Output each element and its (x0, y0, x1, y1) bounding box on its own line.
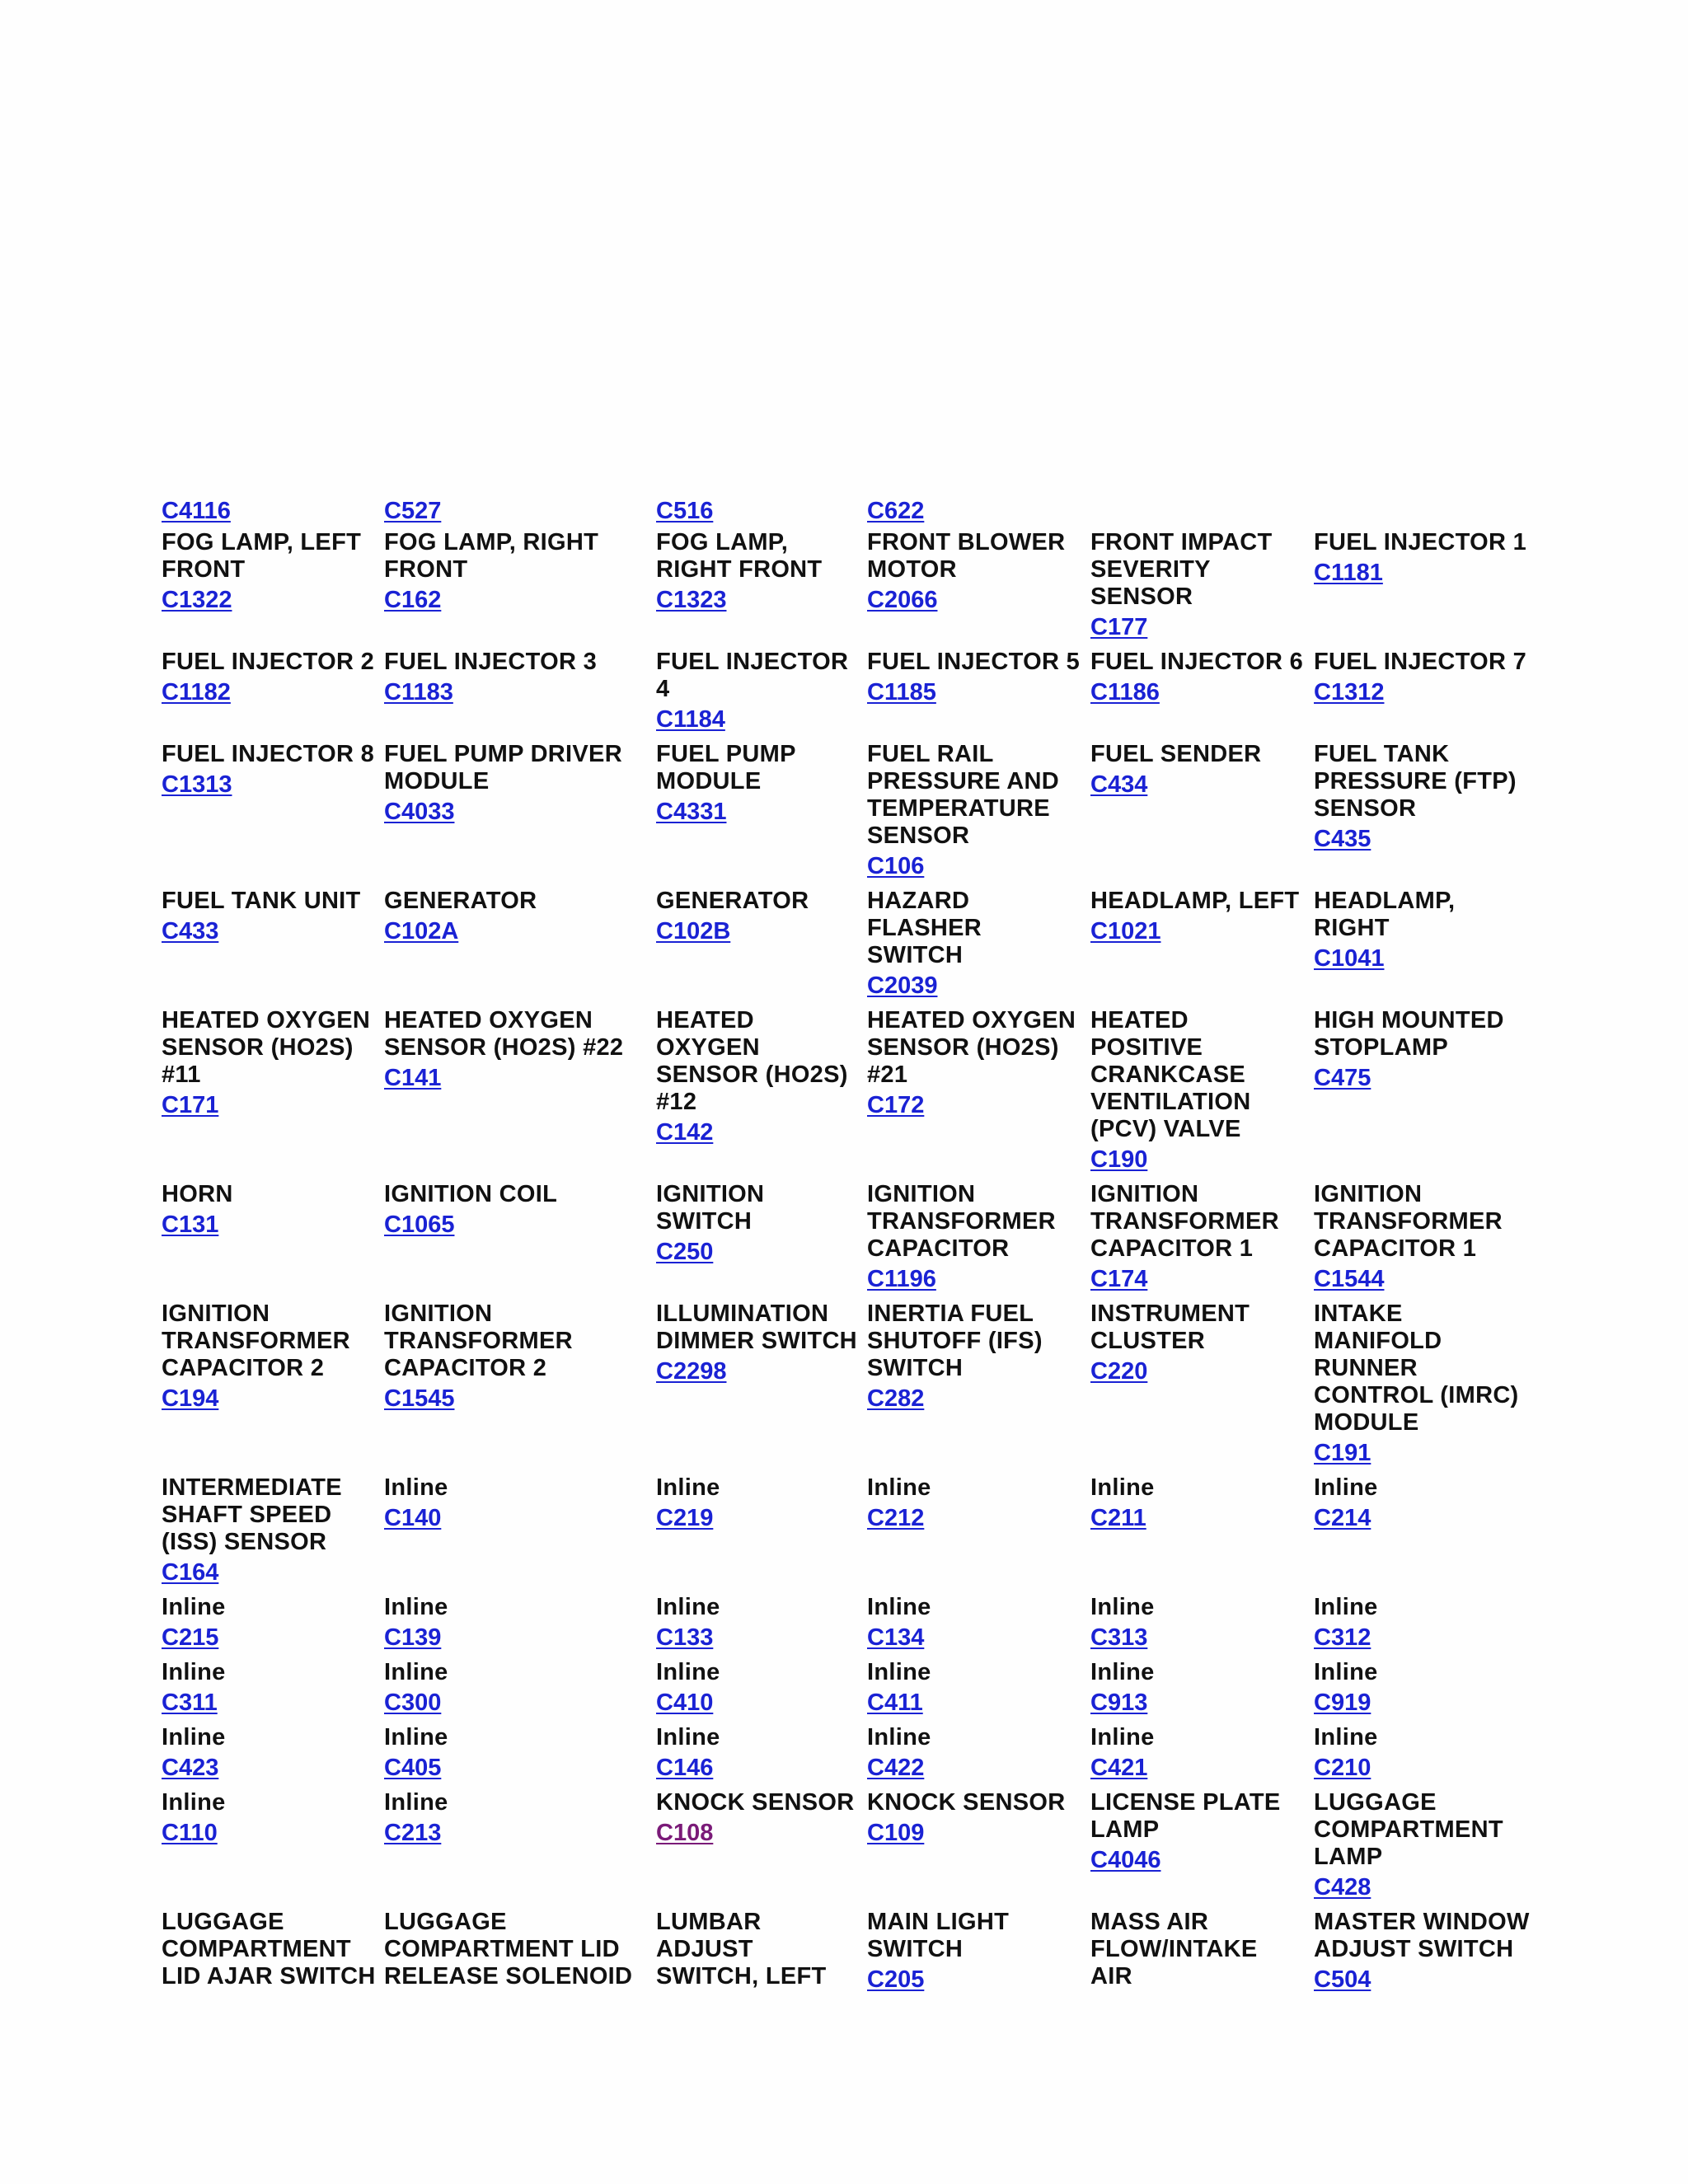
top-link-cell (384, 498, 656, 529)
component-name: HIGH MOUNTED STOPLAMP (1314, 1007, 1504, 1061)
component-entry (384, 1301, 656, 1474)
component-entry (162, 1301, 384, 1474)
component-entry (1090, 1181, 1314, 1301)
component-name: Inline (656, 1659, 720, 1685)
component-entry (867, 1659, 1090, 1724)
connector-link[interactable]: C1544 (1314, 1266, 1385, 1292)
component-name: FUEL INJECTOR 7 (1314, 649, 1527, 675)
component-entry (384, 1659, 656, 1724)
component-name: Inline (384, 1724, 448, 1750)
component-name: Inline (867, 1594, 931, 1620)
connector-link[interactable]: C1186 (1090, 679, 1160, 705)
component-name: Inline (384, 1789, 448, 1816)
connector-link[interactable]: C622 (867, 498, 925, 524)
connector-link[interactable]: C110 (162, 1820, 218, 1846)
component-name: MASTER WINDOW ADJUST SWITCH (1314, 1909, 1530, 1962)
top-link-cell (867, 498, 1090, 529)
component-name: LUGGAGE COMPARTMENT LID AJAR SWITCH (162, 1909, 376, 1990)
component-entry (656, 1007, 867, 1181)
component-name: HEATED OXYGEN SENSOR (HO2S) #22 (384, 1007, 624, 1061)
connector-link[interactable]: C191 (1314, 1440, 1372, 1466)
connector-link[interactable]: C433 (162, 918, 219, 944)
connector-link[interactable]: C102B (656, 918, 731, 944)
component-entry (867, 1724, 1090, 1789)
component-entry (867, 741, 1090, 888)
component-name: Inline (656, 1474, 720, 1501)
component-entry (162, 1474, 384, 1594)
component-entry (1314, 1474, 1546, 1594)
connector-link[interactable]: C108 (656, 1820, 714, 1846)
component-entry (656, 1594, 867, 1659)
connector-link[interactable]: C1323 (656, 587, 727, 613)
component-name: HEATED OXYGEN SENSOR (HO2S) #21 (867, 1007, 1076, 1088)
connector-link[interactable]: C205 (867, 1966, 925, 1993)
component-entry (656, 1789, 867, 1909)
component-entry (384, 649, 656, 741)
component-entry (656, 649, 867, 741)
connector-link[interactable]: C1041 (1314, 945, 1385, 972)
connector-link[interactable]: C282 (867, 1385, 925, 1412)
component-entry (162, 1724, 384, 1789)
component-name: Inline (867, 1474, 931, 1501)
component-entry (384, 741, 656, 888)
connector-link[interactable]: C1181 (1314, 560, 1383, 586)
component-entry (867, 1007, 1090, 1181)
connector-link[interactable]: C139 (384, 1624, 442, 1651)
component-entry (1314, 888, 1546, 1007)
component-name: FUEL INJECTOR 2 (162, 649, 375, 675)
component-entry (162, 741, 384, 888)
connector-link[interactable]: C1065 (384, 1212, 455, 1238)
connector-link[interactable]: C311 (162, 1690, 218, 1716)
component-name: FUEL INJECTOR 5 (867, 649, 1081, 675)
component-name: HEADLAMP, RIGHT (1314, 888, 1456, 941)
component-name: FUEL INJECTOR 4 (656, 649, 849, 702)
component-name: LUMBAR ADJUST SWITCH, LEFT (656, 1909, 827, 1990)
connector-link[interactable]: C164 (162, 1559, 219, 1586)
connector-link[interactable]: C2298 (656, 1358, 727, 1385)
component-entry (656, 888, 867, 1007)
component-entry (656, 1301, 867, 1474)
component-name: Inline (1314, 1659, 1378, 1685)
connector-index-page (162, 498, 1546, 2002)
component-name: Inline (384, 1594, 448, 1620)
connector-link[interactable]: C1322 (162, 587, 232, 613)
component-entry (1314, 529, 1546, 649)
component-entry (656, 1724, 867, 1789)
connector-link[interactable]: C172 (867, 1092, 925, 1118)
top-link-cell (162, 498, 384, 529)
component-entry (1090, 1659, 1314, 1724)
component-entry (1314, 1789, 1546, 1909)
component-entry (384, 1474, 656, 1594)
component-entry (384, 888, 656, 1007)
connector-link[interactable]: C162 (384, 587, 442, 613)
component-entry (1090, 1594, 1314, 1659)
component-entry (162, 1909, 384, 2002)
component-entry (384, 1724, 656, 1789)
connector-link[interactable]: C142 (656, 1119, 714, 1146)
component-entry (1314, 1594, 1546, 1659)
component-entry (384, 1007, 656, 1181)
component-name: FUEL RAIL PRESSURE AND TEMPERATURE SENSOR (867, 741, 1059, 849)
component-name: FRONT IMPACT SEVERITY SENSOR (1090, 529, 1273, 610)
connector-link[interactable]: C177 (1090, 614, 1148, 640)
connector-link[interactable]: C435 (1314, 826, 1372, 852)
top-link-cell (656, 498, 867, 529)
component-entry (162, 1789, 384, 1909)
component-name: IGNITION COIL (384, 1181, 558, 1207)
component-entry (1314, 1301, 1546, 1474)
connector-link[interactable]: C1545 (384, 1385, 455, 1412)
connector-link[interactable]: C4046 (1090, 1847, 1161, 1873)
component-name: Inline (1090, 1474, 1155, 1501)
component-name: IGNITION TRANSFORMER CAPACITOR (867, 1181, 1056, 1262)
connector-link[interactable]: C1021 (1090, 918, 1161, 944)
connector-link[interactable]: C423 (162, 1755, 219, 1781)
component-name: Inline (162, 1594, 226, 1620)
connector-link[interactable]: C919 (1314, 1690, 1372, 1716)
connector-link[interactable]: C141 (384, 1065, 442, 1091)
component-name: FOG LAMP, RIGHT FRONT (656, 529, 823, 583)
component-name: ILLUMINATION DIMMER SWITCH (656, 1301, 857, 1354)
connector-link[interactable]: C102A (384, 918, 459, 944)
connector-link[interactable]: C4331 (656, 799, 727, 825)
connector-link[interactable]: C516 (656, 498, 714, 524)
component-name: Inline (1090, 1594, 1155, 1620)
component-entry (1314, 1724, 1546, 1789)
component-name: INTERMEDIATE SHAFT SPEED (ISS) SENSOR (162, 1474, 342, 1555)
connector-grid (162, 529, 1546, 2002)
component-name: FOG LAMP, RIGHT FRONT (384, 529, 599, 583)
connector-link[interactable]: C411 (867, 1690, 923, 1716)
connector-link[interactable]: C210 (1314, 1755, 1372, 1781)
component-name: FUEL INJECTOR 3 (384, 649, 598, 675)
component-entry (384, 1909, 656, 2002)
component-entry (162, 649, 384, 741)
connector-link[interactable]: C405 (384, 1755, 442, 1781)
component-entry (384, 529, 656, 649)
component-entry (656, 1659, 867, 1724)
component-name: Inline (1090, 1724, 1155, 1750)
component-name: Inline (1314, 1474, 1378, 1501)
connector-link[interactable]: C434 (1090, 771, 1148, 798)
component-entry (384, 1181, 656, 1301)
component-name: MASS AIR FLOW/INTAKE AIR (1090, 1909, 1258, 1990)
component-entry (1090, 649, 1314, 741)
connector-link[interactable]: C131 (162, 1212, 219, 1238)
component-entry (1090, 1724, 1314, 1789)
component-name: FUEL PUMP MODULE (656, 741, 796, 794)
component-name: IGNITION TRANSFORMER CAPACITOR 1 (1090, 1181, 1279, 1262)
connector-link[interactable]: C134 (867, 1624, 925, 1651)
component-name: IGNITION TRANSFORMER CAPACITOR 2 (162, 1301, 350, 1381)
component-name: HEATED OXYGEN SENSOR (HO2S) #11 (162, 1007, 371, 1088)
component-name: Inline (384, 1659, 448, 1685)
component-name: LUGGAGE COMPARTMENT LAMP (1314, 1789, 1503, 1870)
component-entry (1090, 1909, 1314, 2002)
component-entry (1314, 1007, 1546, 1181)
component-entry (1090, 1301, 1314, 1474)
component-name: HEATED OXYGEN SENSOR (HO2S) #12 (656, 1007, 848, 1115)
connector-link[interactable]: C2066 (867, 587, 938, 613)
component-entry (656, 529, 867, 649)
component-entry (656, 1181, 867, 1301)
component-name: Inline (1090, 1659, 1155, 1685)
connector-link[interactable]: C1312 (1314, 679, 1385, 705)
component-entry (1090, 741, 1314, 888)
connector-link[interactable]: C4033 (384, 799, 455, 825)
component-entry (162, 1594, 384, 1659)
component-entry (384, 1789, 656, 1909)
component-entry (867, 1301, 1090, 1474)
component-name: LICENSE PLATE LAMP (1090, 1789, 1281, 1843)
connector-link[interactable]: C1184 (656, 706, 725, 733)
component-entry (162, 529, 384, 649)
component-entry (867, 888, 1090, 1007)
component-name: INTAKE MANIFOLD RUNNER CONTROL (IMRC) MODULE (1314, 1301, 1519, 1436)
component-name: HAZARD FLASHER SWITCH (867, 888, 982, 968)
component-entry (656, 1909, 867, 2002)
connector-link[interactable]: C219 (656, 1505, 714, 1531)
component-entry (867, 529, 1090, 649)
connector-link[interactable]: C190 (1090, 1146, 1148, 1173)
connector-link[interactable]: C133 (656, 1624, 714, 1651)
component-name: Inline (162, 1789, 226, 1816)
connector-link[interactable]: C312 (1314, 1624, 1372, 1651)
connector-link[interactable]: C1313 (162, 771, 232, 798)
component-name: FRONT BLOWER MOTOR (867, 529, 1066, 583)
component-entry (1314, 1181, 1546, 1301)
component-entry (1314, 741, 1546, 888)
component-entry (867, 1909, 1090, 2002)
component-name: KNOCK SENSOR (656, 1789, 855, 1816)
component-name: KNOCK SENSOR (867, 1789, 1066, 1816)
component-name: HEADLAMP, LEFT (1090, 888, 1300, 914)
component-entry (867, 1594, 1090, 1659)
component-name: INSTRUMENT CLUSTER (1090, 1301, 1250, 1354)
connector-link[interactable]: C1182 (162, 679, 231, 705)
component-entry (1090, 1789, 1314, 1909)
connector-link[interactable]: C1196 (867, 1266, 936, 1292)
connector-link[interactable]: C410 (656, 1690, 714, 1716)
component-name: FUEL TANK UNIT (162, 888, 361, 914)
connector-link[interactable]: C475 (1314, 1065, 1372, 1091)
connector-link[interactable]: C220 (1090, 1358, 1148, 1385)
connector-link[interactable]: C428 (1314, 1874, 1372, 1900)
connector-link[interactable]: C422 (867, 1755, 925, 1781)
component-entry (1090, 1007, 1314, 1181)
component-name: Inline (656, 1594, 720, 1620)
component-name: Inline (1314, 1594, 1378, 1620)
component-name: Inline (867, 1659, 931, 1685)
component-entry (1090, 529, 1314, 649)
component-name: MAIN LIGHT SWITCH (867, 1909, 1010, 1962)
connector-link[interactable]: C527 (384, 498, 442, 524)
component-entry (1090, 1474, 1314, 1594)
connector-link[interactable]: C215 (162, 1624, 219, 1651)
connector-link[interactable]: C212 (867, 1505, 925, 1531)
component-name: FUEL INJECTOR 8 (162, 741, 375, 767)
component-name: LUGGAGE COMPARTMENT LID RELEASE SOLENOID (384, 1909, 633, 1990)
component-name: HEATED POSITIVE CRANKCASE VENTILATION (PCV) VALVE (1090, 1007, 1251, 1142)
connector-link[interactable]: C1185 (867, 679, 936, 705)
connector-link[interactable]: C250 (656, 1239, 714, 1265)
component-entry (656, 741, 867, 888)
component-name: GENERATOR (656, 888, 809, 914)
component-name: GENERATOR (384, 888, 537, 914)
component-name: IGNITION SWITCH (656, 1181, 765, 1235)
component-entry (162, 1007, 384, 1181)
connector-link[interactable]: C106 (867, 853, 925, 879)
component-name: FUEL PUMP DRIVER MODULE (384, 741, 622, 794)
component-entry (656, 1474, 867, 1594)
component-name: Inline (384, 1474, 448, 1501)
connector-link[interactable]: C211 (1090, 1505, 1146, 1531)
connector-link[interactable]: C109 (867, 1820, 925, 1846)
connector-link[interactable]: C504 (1314, 1966, 1372, 1993)
component-name: FUEL INJECTOR 1 (1314, 529, 1527, 555)
component-name: Inline (162, 1724, 226, 1750)
component-name: FUEL INJECTOR 6 (1090, 649, 1304, 675)
component-entry (867, 1789, 1090, 1909)
component-entry (384, 1594, 656, 1659)
connector-link[interactable]: C194 (162, 1385, 219, 1412)
connector-link[interactable]: C4116 (162, 498, 231, 524)
component-name: INERTIA FUEL SHUTOFF (IFS) SWITCH (867, 1301, 1043, 1381)
connector-link[interactable]: C313 (1090, 1624, 1148, 1651)
component-name: Inline (656, 1724, 720, 1750)
component-name: FOG LAMP, LEFT FRONT (162, 529, 362, 583)
component-entry (162, 1181, 384, 1301)
component-name: Inline (867, 1724, 931, 1750)
connector-link[interactable]: C421 (1090, 1755, 1148, 1781)
connector-link[interactable]: C213 (384, 1820, 442, 1846)
component-name: IGNITION TRANSFORMER CAPACITOR 2 (384, 1301, 573, 1381)
connector-link[interactable]: C2039 (867, 972, 938, 999)
component-name: FUEL TANK PRESSURE (FTP) SENSOR (1314, 741, 1517, 822)
component-name: HORN (162, 1181, 233, 1207)
component-name: Inline (162, 1659, 226, 1685)
connector-link[interactable]: C171 (162, 1092, 219, 1118)
connector-link[interactable]: C174 (1090, 1266, 1148, 1292)
component-name: IGNITION TRANSFORMER CAPACITOR 1 (1314, 1181, 1503, 1262)
component-entry (867, 1181, 1090, 1301)
component-name: Inline (1314, 1724, 1378, 1750)
connector-link[interactable]: C214 (1314, 1505, 1372, 1531)
connector-link[interactable]: C146 (656, 1755, 714, 1781)
top-link-row (162, 498, 1546, 529)
component-entry (867, 649, 1090, 741)
component-entry (1314, 649, 1546, 741)
component-entry (1314, 1909, 1546, 2002)
connector-link[interactable]: C913 (1090, 1690, 1148, 1716)
component-entry (162, 888, 384, 1007)
component-entry (1314, 1659, 1546, 1724)
component-entry (162, 1659, 384, 1724)
component-name: FUEL SENDER (1090, 741, 1262, 767)
connector-link[interactable]: C1183 (384, 679, 453, 705)
connector-link[interactable]: C300 (384, 1690, 442, 1716)
connector-link[interactable]: C140 (384, 1505, 442, 1531)
component-entry (1090, 888, 1314, 1007)
component-entry (867, 1474, 1090, 1594)
